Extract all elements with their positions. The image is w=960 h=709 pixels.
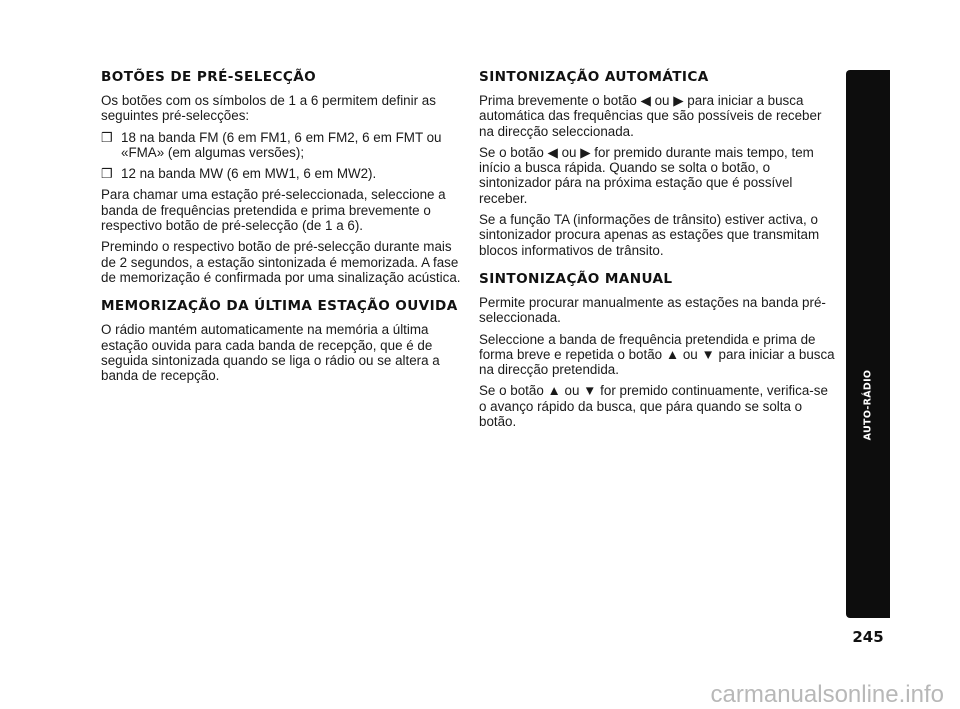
page-number: 245 [852,628,884,646]
bullet-item [101,130,461,161]
auto-tuning-section [479,70,839,258]
up-arrow-icon: ▲ [665,346,680,362]
text-fragment: para iniciar a busca na direcção pretendida. [479,346,835,378]
presets-section [101,70,461,285]
up-arrow-icon: ▲ [547,383,561,399]
presets-paragraph: Premindo o respectivo botão de pré-selecção durante mais de 2 segundos, a estação sintonizada é memorizada. A fase de memorização é confirmada por uma sinalização acústica. [101,239,461,285]
text-fragment: ou [654,93,670,108]
bullet-text: 12 na banda MW (6 em MW1, 6 em MW2). [121,166,377,182]
manual-tuning-title: SINTONIZAÇÃO MANUAL [479,270,673,287]
text-fragment: Prima brevemente o botão [479,93,637,108]
text-fragment: Seleccione a banda de frequência pretendida e prima de forma breve e repetida o botão [479,331,816,362]
auto-tuning-paragraph: Se a função TA (informações de trânsito) estiver activa, o sintonizador procura apenas as estações que transmitam blocos informativos de trânsito. [479,212,820,258]
manual-tuning-paragraph [479,383,839,429]
manual-tuning-section [479,272,839,429]
manual-tuning-paragraph: Permite procurar manualmente as estações na banda pré-seleccionada. [479,294,826,326]
text-fragment: para iniciar a busca automática das frequências que são possíveis de receber na direcção seleccionada. [479,93,822,139]
manual-tuning-paragraph [479,332,839,378]
left-arrow-icon: ◀ [547,144,558,160]
sidebar-label: AUTO-RÁDIO [862,369,874,441]
down-arrow-icon: ▼ [583,383,597,399]
right-column [479,70,839,443]
text-fragment: for premido continuamente, verifica-se o avanço rápido da busca, que pára quando se solta o botão. [479,383,828,430]
watermark: carmanualsonline.info [710,681,944,708]
text-fragment: for premido durante mais tempo, tem início a busca rápida. Quando se solta o botão, o sintonizador pára na próxima estação que é possível receber. [479,144,814,206]
down-arrow-icon: ▼ [701,346,715,362]
text-fragment: Se o botão [479,144,544,160]
last-station-section [101,299,461,383]
auto-tuning-paragraph [479,93,839,139]
bullet-text: 18 na banda FM (6 em FM1, 6 em FM2, 6 em FMT ou «FMA» (em algumas versões); [121,129,442,160]
text-fragment: ou [564,383,580,399]
last-station-title: MEMORIZAÇÃO DA ÚLTIMA ESTAÇÃO OUVIDA [101,298,458,315]
presets-title: BOTÕES DE PRÉ-SELECÇÃO [101,69,317,85]
section-sidebar-tab [846,70,890,618]
left-column [101,70,461,397]
checkbox-bullet-icon: ❒ [101,166,113,182]
last-station-paragraph: O rádio mantém automaticamente na memória a última estação ouvida para cada banda de recepção, que é de seguida sintonizada quando se liga o rádio ou se altera a banda de recepção. [101,322,440,384]
presets-paragraph: Para chamar uma estação pré-seleccionada, seleccione a banda de frequências pretendida e prima brevemente o respectivo botão de pré-selecção (de 1 a 6). [101,187,446,234]
text-fragment: ou [682,346,698,362]
auto-tuning-paragraph [479,145,839,206]
checkbox-bullet-icon: ❒ [101,129,113,145]
presets-intro: Os botões com os símbolos de 1 a 6 permitem definir as seguintes pré-selecções: [101,93,436,124]
text-fragment: ou [561,144,577,160]
left-arrow-icon: ◀ [640,93,651,108]
bullet-item [101,166,461,181]
right-arrow-icon: ▶ [580,144,591,160]
auto-tuning-title: SINTONIZAÇÃO AUTOMÁTICA [479,69,709,85]
right-arrow-icon: ▶ [673,93,684,108]
text-fragment: Se o botão [479,383,544,399]
